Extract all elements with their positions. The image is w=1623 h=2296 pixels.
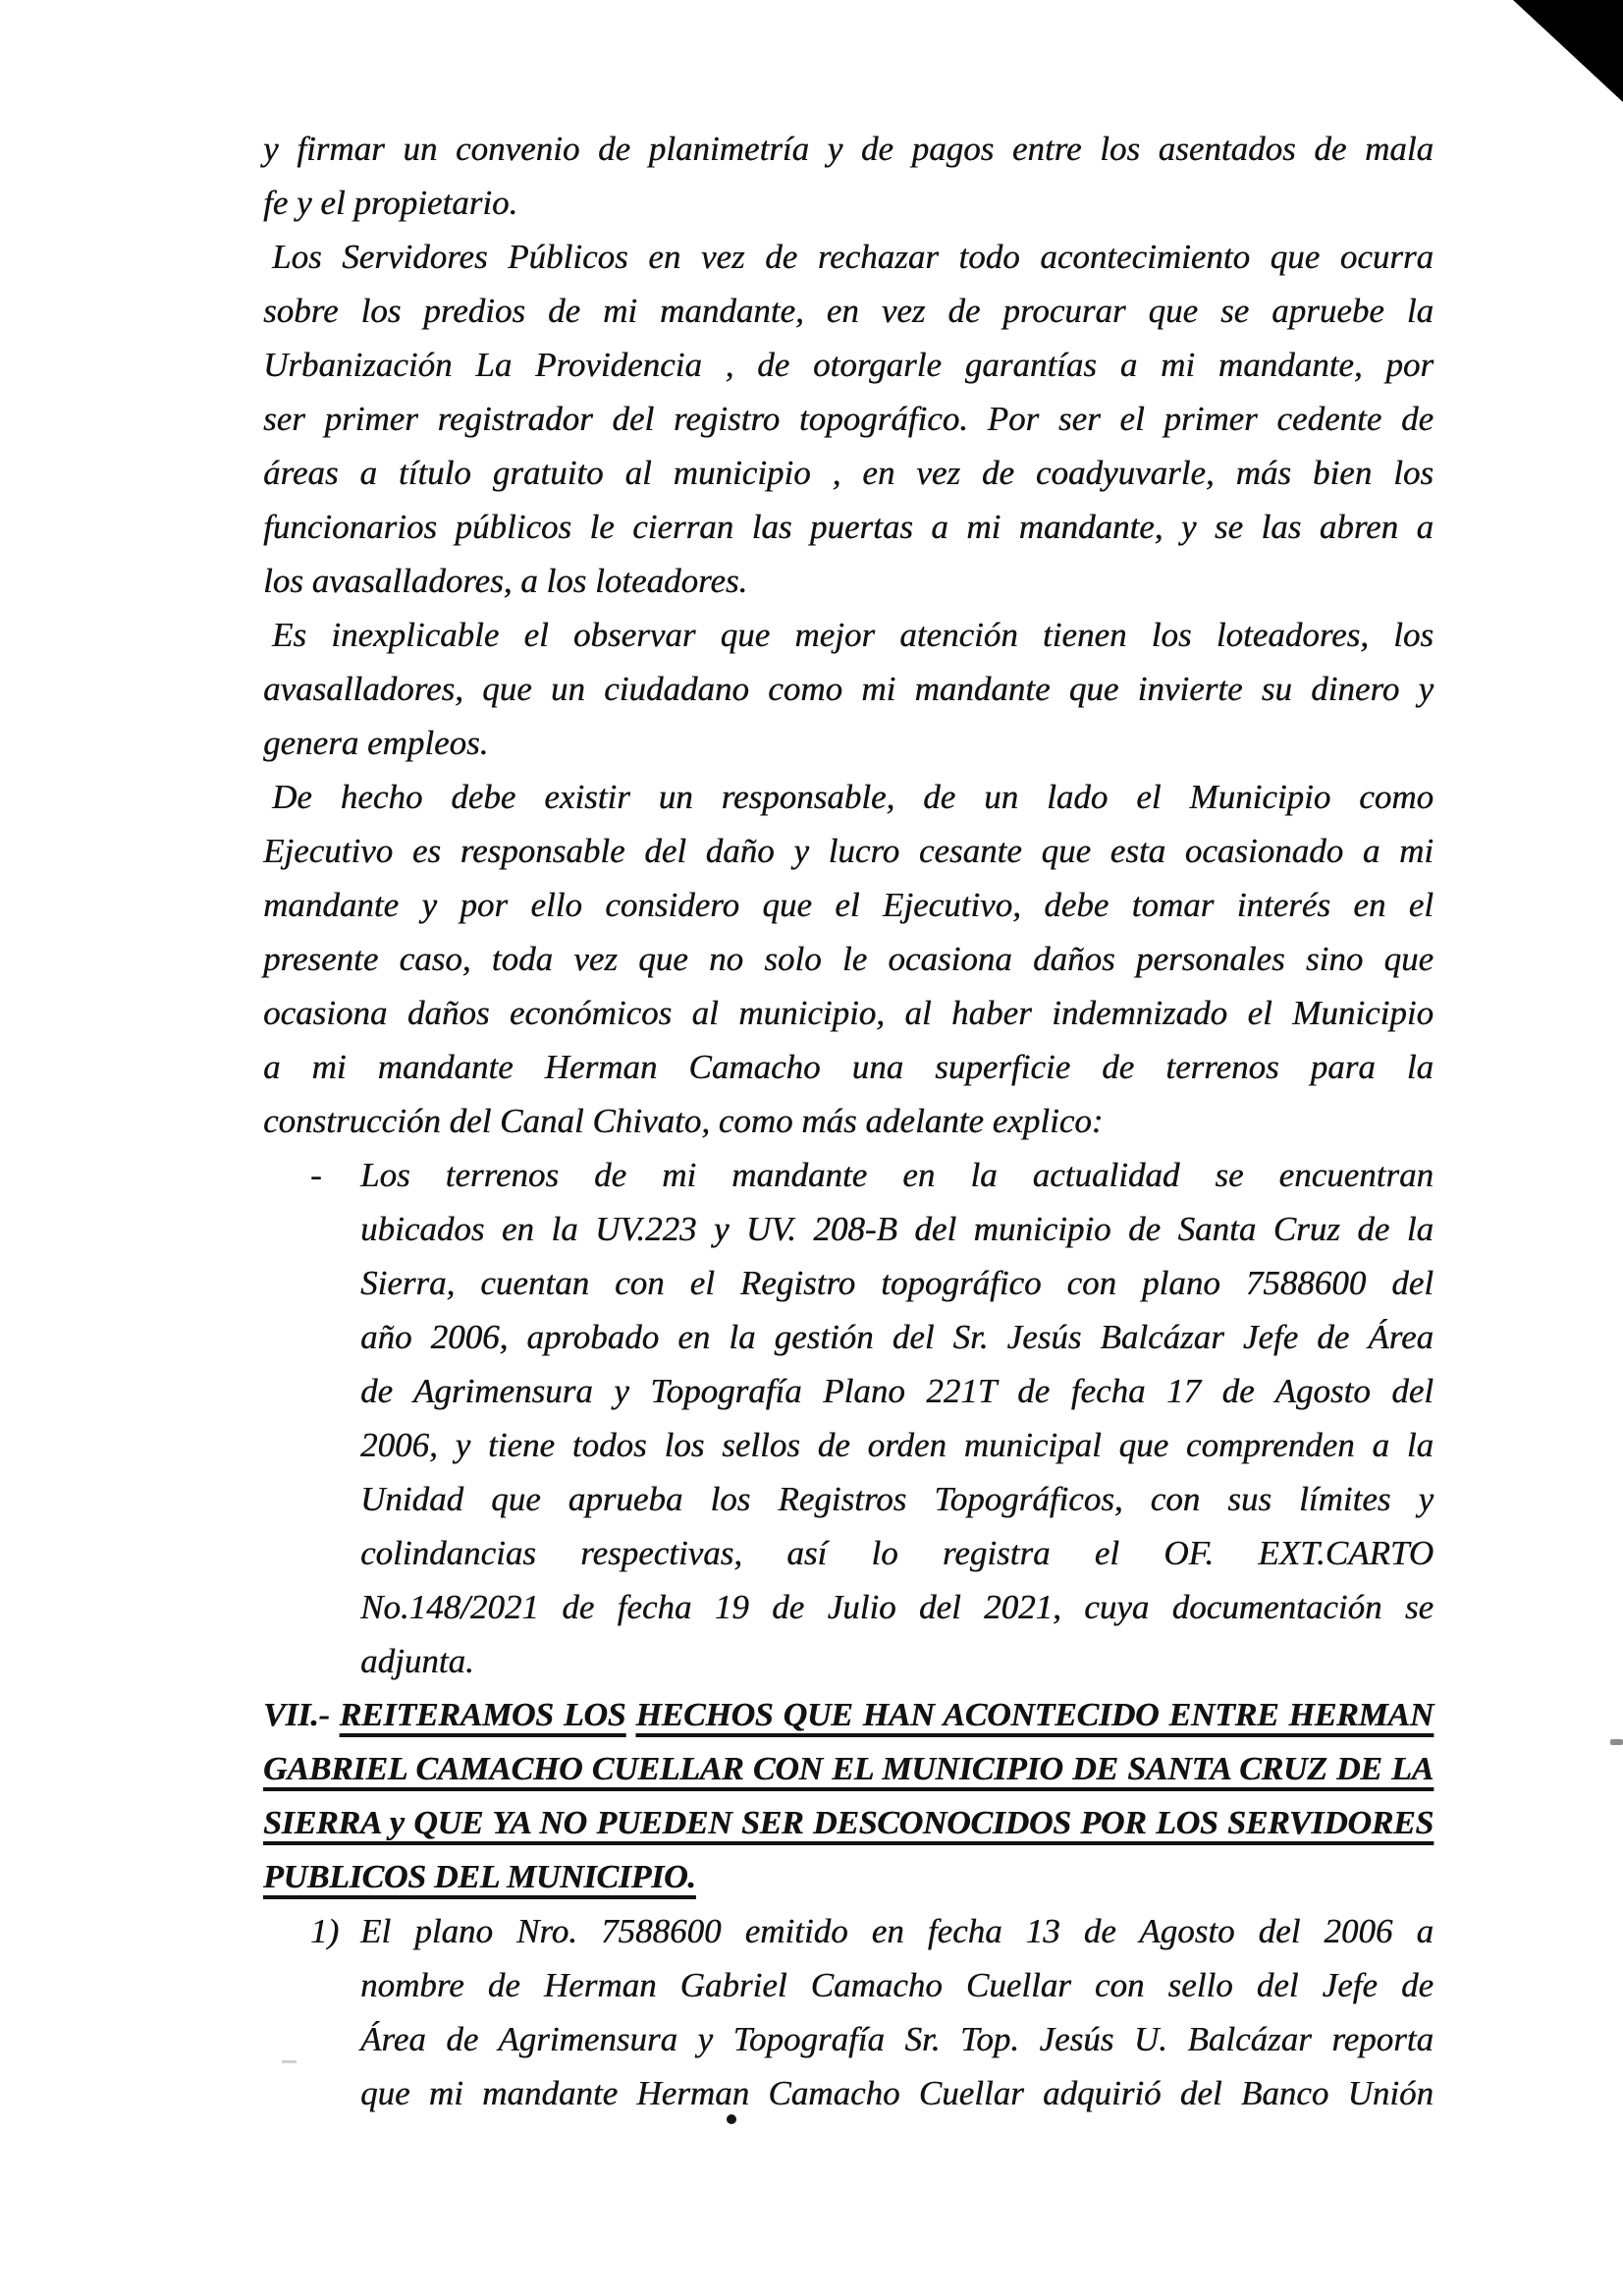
underlined-heading-text: SIERRA y QUE YA NO PUEDEN SER DESCONOCIDOS POR LOS SERVIDORES	[263, 1805, 1434, 1841]
text-line: presente caso, toda vez que no solo le ocasiona daños personales sino que	[263, 940, 1434, 978]
text-line: No.148/2021 de fecha 19 de Julio del 2021, cuya documentación se	[360, 1588, 1434, 1626]
stray-dot-artifact	[727, 2114, 736, 2124]
text-line: Urbanización La Providencia , de otorgarle garantías a mi mandante, por	[263, 346, 1434, 384]
underlined-heading-text: REITERAMOS LOS	[339, 1697, 626, 1733]
paragraph	[263, 770, 1434, 1148]
text-line: De hecho debe existir un responsable, de un lado el Municipio como	[272, 778, 1434, 816]
text-line	[263, 1742, 1434, 1796]
text-line	[263, 1796, 1434, 1850]
text-line: Es inexplicable el observar que mejor atención tienen los loteadores, los	[272, 616, 1434, 654]
text-line: colindancias respectivas, así lo registra el OF. EXT.CARTO	[360, 1534, 1434, 1572]
paragraph	[263, 230, 1434, 608]
text-line: Ejecutivo es responsable del daño y lucro cesante que esta ocasionado a mi	[263, 832, 1434, 870]
left-margin-mark-artifact	[282, 2060, 297, 2063]
underlined-heading-text: PUBLICOS DEL MUNICIPIO.	[263, 1859, 696, 1895]
text-line: a mi mandante Herman Camacho una superficie de terrenos para la	[263, 1048, 1434, 1086]
text-line: y firmar un convenio de planimetría y de pagos entre los asentados de mala	[263, 130, 1434, 168]
bullet-marker: -	[310, 1156, 322, 1194]
item-number: 1)	[310, 1912, 340, 1950]
paragraph	[263, 608, 1434, 770]
section-heading	[263, 1688, 1434, 1904]
text-line: fe y el propietario.	[263, 184, 518, 222]
text-line: Sierra, cuentan con el Registro topográfico con plano 7588600 del	[360, 1264, 1434, 1302]
text-line: avasalladores, que un ciudadano como mi mandante que invierte su dinero y	[263, 670, 1434, 708]
text-line: El plano Nro. 7588600 emitido en fecha 13 de Agosto del 2006 a	[360, 1912, 1434, 1950]
text-line: 2006, y tiene todos los sellos de orden municipal que comprenden a la	[360, 1426, 1434, 1464]
underlined-heading-text: GABRIEL CAMACHO CUELLAR CON EL MUNICIPIO DE SANTA CRUZ DE LA	[263, 1751, 1434, 1787]
numbered-item	[263, 1904, 1434, 2120]
heading-text	[625, 1697, 635, 1733]
text-line: ubicados en la UV.223 y UV. 208-B del municipio de Santa Cruz de la	[360, 1210, 1434, 1248]
text-line: mandante y por ello considero que el Ejecutivo, debe tomar interés en el	[263, 886, 1434, 924]
text-line: los avasalladores, a los loteadores.	[263, 562, 748, 600]
text-line: construcción del Canal Chivato, como más adelante explico:	[263, 1102, 1104, 1140]
text-line: de Agrimensura y Topografía Plano 221T de fecha 17 de Agosto del	[360, 1372, 1434, 1410]
text-line: año 2006, aprobado en la gestión del Sr. Jesús Balcázar Jefe de Área	[360, 1318, 1434, 1356]
page-corner-fold-artifact	[1513, 0, 1623, 102]
text-line: Los terrenos de mi mandante en la actualidad se encuentran	[360, 1156, 1434, 1194]
heading-text: VII.-	[263, 1697, 340, 1733]
text-line: genera empleos.	[263, 724, 489, 762]
text-line: ocasiona daños económicos al municipio, al haber indemnizado el Municipio	[263, 994, 1434, 1032]
text-line: sobre los predios de mi mandante, en vez de procurar que se apruebe la	[263, 292, 1434, 330]
text-line: áreas a título gratuito al municipio , en vez de coadyuvarle, más bien los	[263, 454, 1434, 492]
text-line	[263, 1850, 1434, 1904]
text-line: funcionarios públicos le cierran las puertas a mi mandante, y se las abren a	[263, 508, 1434, 546]
text-line	[263, 1688, 1434, 1742]
text-line: que mi mandante Herman Camacho Cuellar adquirió del Banco Unión	[360, 2074, 1434, 2112]
text-line: Área de Agrimensura y Topografía Sr. Top. Jesús U. Balcázar reporta	[360, 2020, 1434, 2058]
text-line: Los Servidores Públicos en vez de rechazar todo acontecimiento que ocurra	[272, 238, 1434, 276]
document-text	[263, 122, 1434, 2120]
paragraph	[263, 122, 1434, 230]
text-line: ser primer registrador del registro topográfico. Por ser el primer cedente de	[263, 400, 1434, 438]
text-line: adjunta.	[360, 1642, 474, 1680]
text-line: nombre de Herman Gabriel Camacho Cuellar con sello del Jefe de	[360, 1966, 1434, 2004]
right-edge-mark-artifact	[1610, 1739, 1623, 1745]
bullet-item	[263, 1148, 1434, 1688]
text-line: Unidad que aprueba los Registros Topográficos, con sus límites y	[360, 1480, 1434, 1518]
underlined-heading-text: HECHOS QUE HAN ACONTECIDO ENTRE HERMAN	[635, 1697, 1434, 1733]
